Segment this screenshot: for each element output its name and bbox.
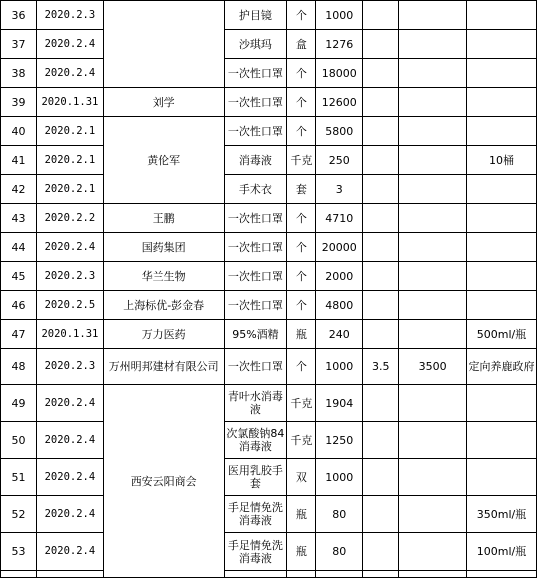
item-note: 350ml/瓶 <box>467 496 537 533</box>
item-quantity: 1276 <box>316 30 363 59</box>
item-unit: 套 <box>287 175 316 204</box>
table-row <box>1 30 537 59</box>
item-price <box>363 291 399 320</box>
row-date: 2020.2.4 <box>36 30 103 59</box>
item-name: 护目镜 <box>224 1 287 30</box>
item-total <box>399 59 467 88</box>
row-number: 39 <box>1 88 37 117</box>
donor-cell <box>103 1 224 88</box>
item-note <box>467 262 537 291</box>
item-total <box>399 291 467 320</box>
item-price <box>363 422 399 459</box>
item-quantity: 4800 <box>316 291 363 320</box>
item-price <box>363 59 399 88</box>
table-row <box>1 496 537 533</box>
item-total: 3500 <box>399 349 467 385</box>
item-quantity: 12600 <box>316 88 363 117</box>
table-row <box>1 233 537 262</box>
row-date: 2020.2.1 <box>36 146 103 175</box>
item-price <box>363 320 399 349</box>
row-number: 48 <box>1 349 37 385</box>
item-name: 一次性口罩 <box>224 204 287 233</box>
donor-cell: 万力医药 <box>103 320 224 349</box>
item-note: 10桶 <box>467 146 537 175</box>
item-note <box>467 59 537 88</box>
item-note <box>467 233 537 262</box>
item-total <box>399 320 467 349</box>
table-row <box>1 117 537 146</box>
row-number: 43 <box>1 204 37 233</box>
row-date: 2020.2.4 <box>36 385 103 422</box>
item-price <box>363 233 399 262</box>
item-unit: 个 <box>287 262 316 291</box>
item-name: 次氯酸钠84消毒液 <box>224 422 287 459</box>
donor-cell: 西安云阳商会 <box>103 385 224 578</box>
item-total <box>399 233 467 262</box>
item-total <box>399 533 467 571</box>
table-row <box>1 385 537 422</box>
row-date: 2020.2.1 <box>36 175 103 204</box>
row-date: 2020.2.3 <box>36 262 103 291</box>
item-price <box>363 1 399 30</box>
row-number: 50 <box>1 422 37 459</box>
item-name: 一次性口罩 <box>224 349 287 385</box>
item-unit: 个 <box>287 349 316 385</box>
item-quantity: 1904 <box>316 385 363 422</box>
row-date: 2020.2.4 <box>36 459 103 496</box>
item-unit: 个 <box>287 1 316 30</box>
row-number: 41 <box>1 146 37 175</box>
item-quantity: 5800 <box>316 117 363 146</box>
item-total <box>399 1 467 30</box>
item-quantity: 80 <box>316 533 363 571</box>
item-note <box>467 117 537 146</box>
item-quantity: 1250 <box>316 422 363 459</box>
item-price <box>363 204 399 233</box>
item-quantity: 3 <box>316 175 363 204</box>
item-price <box>363 385 399 422</box>
table-row <box>1 291 537 320</box>
item-name: 手足情免洗消毒液 <box>224 533 287 571</box>
row-date: 2020.2.3 <box>36 349 103 385</box>
row-date: 2020.2.4 <box>36 59 103 88</box>
item-total <box>399 204 467 233</box>
item-quantity: 240 <box>316 320 363 349</box>
item-unit: 双 <box>287 459 316 496</box>
item-quantity: 1000 <box>316 349 363 385</box>
item-note <box>467 385 537 422</box>
item-price <box>363 30 399 59</box>
table-row-partial <box>1 571 537 578</box>
item-unit: 盒 <box>287 30 316 59</box>
item-note: 定向养鹿政府 <box>467 349 537 385</box>
item-total <box>399 422 467 459</box>
item-total <box>399 175 467 204</box>
row-date: 2020.2.4 <box>36 533 103 571</box>
item-total <box>399 459 467 496</box>
donor-cell: 上海标优-彭金春 <box>103 291 224 320</box>
item-quantity: 20000 <box>316 233 363 262</box>
item-note <box>467 88 537 117</box>
item-price <box>363 88 399 117</box>
item-name: 一次性口罩 <box>224 262 287 291</box>
item-name: 一次性口罩 <box>224 88 287 117</box>
table-row <box>1 59 537 88</box>
item-quantity: 4710 <box>316 204 363 233</box>
row-number: 38 <box>1 59 37 88</box>
item-note <box>467 175 537 204</box>
item-note <box>467 1 537 30</box>
item-note <box>467 204 537 233</box>
row-date: 2020.2.2 <box>36 204 103 233</box>
row-number: 52 <box>1 496 37 533</box>
row-number: 42 <box>1 175 37 204</box>
item-name: 一次性口罩 <box>224 233 287 262</box>
item-unit: 瓶 <box>287 533 316 571</box>
item-quantity: 80 <box>316 496 363 533</box>
item-name: 医用乳胶手套 <box>224 459 287 496</box>
item-total <box>399 146 467 175</box>
row-date: 2020.1.31 <box>36 88 103 117</box>
item-unit: 个 <box>287 204 316 233</box>
row-number: 44 <box>1 233 37 262</box>
item-price: 3.5 <box>363 349 399 385</box>
item-note: 500ml/瓶 <box>467 320 537 349</box>
item-name: 手足情免洗消毒液 <box>224 496 287 533</box>
row-number: 37 <box>1 30 37 59</box>
item-name: 一次性口罩 <box>224 59 287 88</box>
item-unit: 瓶 <box>287 320 316 349</box>
row-date: 2020.1.31 <box>36 320 103 349</box>
row-number: 40 <box>1 117 37 146</box>
item-quantity: 18000 <box>316 59 363 88</box>
item-name: 沙琪玛 <box>224 30 287 59</box>
item-price <box>363 175 399 204</box>
item-quantity: 2000 <box>316 262 363 291</box>
item-unit: 个 <box>287 291 316 320</box>
item-unit: 瓶 <box>287 496 316 533</box>
item-price <box>363 496 399 533</box>
item-note <box>467 30 537 59</box>
row-date: 2020.2.4 <box>36 422 103 459</box>
row-date: 2020.2.5 <box>36 291 103 320</box>
item-price <box>363 533 399 571</box>
item-quantity: 250 <box>316 146 363 175</box>
table-row <box>1 533 537 571</box>
item-unit: 个 <box>287 117 316 146</box>
table-row <box>1 349 537 385</box>
table-row <box>1 88 537 117</box>
row-date: 2020.2.1 <box>36 117 103 146</box>
item-note <box>467 422 537 459</box>
donor-cell: 万州明邦建材有限公司 <box>103 349 224 385</box>
donor-cell: 刘学 <box>103 88 224 117</box>
row-number: 36 <box>1 1 37 30</box>
row-date: 2020.2.3 <box>36 1 103 30</box>
donor-cell: 国药集团 <box>103 233 224 262</box>
item-total <box>399 385 467 422</box>
item-name: 消毒液 <box>224 146 287 175</box>
item-unit: 千克 <box>287 422 316 459</box>
item-unit: 个 <box>287 233 316 262</box>
table-row <box>1 1 537 30</box>
row-number: 49 <box>1 385 37 422</box>
table-row <box>1 204 537 233</box>
item-quantity: 1000 <box>316 1 363 30</box>
table-row <box>1 146 537 175</box>
item-unit: 个 <box>287 59 316 88</box>
table-row <box>1 422 537 459</box>
item-unit: 千克 <box>287 146 316 175</box>
item-note <box>467 459 537 496</box>
donor-cell: 黄伦军 <box>103 117 224 204</box>
item-total <box>399 117 467 146</box>
item-total <box>399 30 467 59</box>
row-number: 45 <box>1 262 37 291</box>
row-date: 2020.2.4 <box>36 496 103 533</box>
item-price <box>363 146 399 175</box>
row-number: 47 <box>1 320 37 349</box>
item-total <box>399 88 467 117</box>
item-note: 100ml/瓶 <box>467 533 537 571</box>
table-row <box>1 175 537 204</box>
row-number: 53 <box>1 533 37 571</box>
item-price <box>363 117 399 146</box>
item-total <box>399 496 467 533</box>
item-quantity: 1000 <box>316 459 363 496</box>
item-name: 一次性口罩 <box>224 117 287 146</box>
item-unit: 千克 <box>287 385 316 422</box>
item-price <box>363 262 399 291</box>
table-row <box>1 459 537 496</box>
item-name: 手术衣 <box>224 175 287 204</box>
table-row <box>1 320 537 349</box>
item-name: 一次性口罩 <box>224 291 287 320</box>
item-total <box>399 262 467 291</box>
donor-cell: 华兰生物 <box>103 262 224 291</box>
row-number: 46 <box>1 291 37 320</box>
item-name: 青叶水消毒液 <box>224 385 287 422</box>
row-number: 51 <box>1 459 37 496</box>
row-date: 2020.2.4 <box>36 233 103 262</box>
item-name: 95%酒精 <box>224 320 287 349</box>
donor-cell: 王鹏 <box>103 204 224 233</box>
item-price <box>363 459 399 496</box>
item-note <box>467 291 537 320</box>
item-unit: 个 <box>287 88 316 117</box>
table-row <box>1 262 537 291</box>
